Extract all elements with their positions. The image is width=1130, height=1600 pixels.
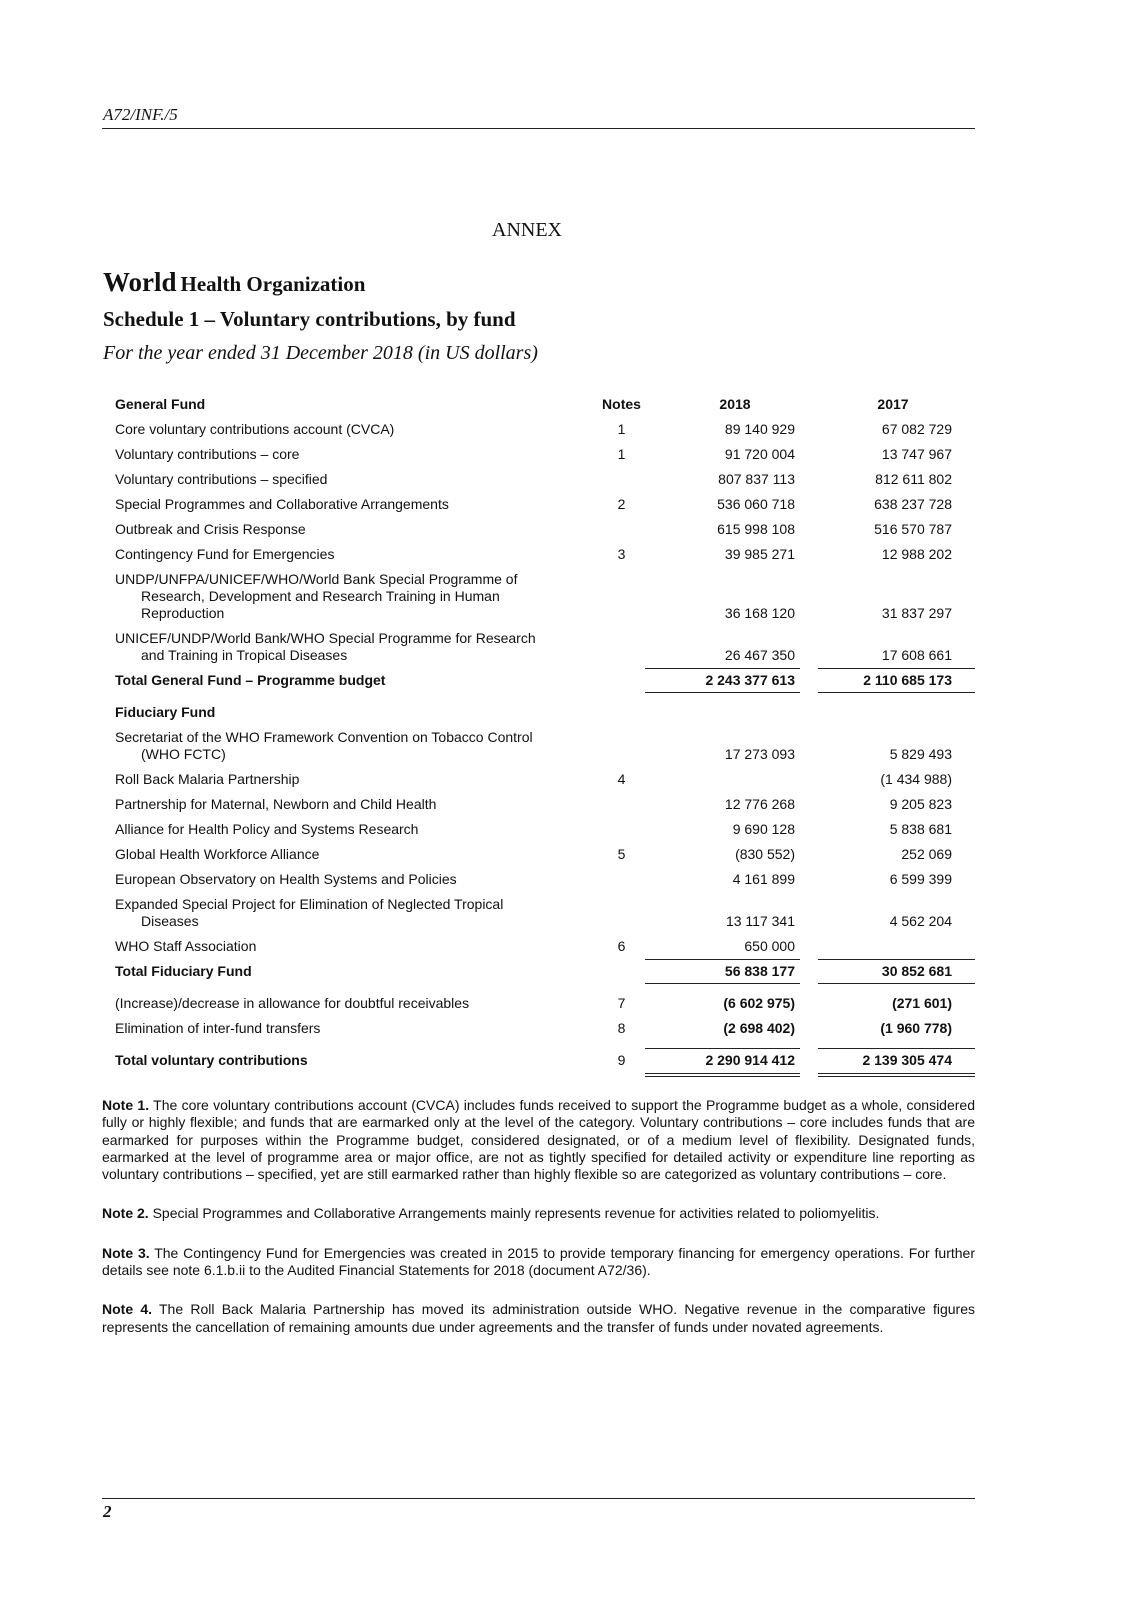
column-spacer [800, 434, 818, 442]
value-2017: 6 599 399 [889, 871, 952, 887]
organization-name-first: World [103, 267, 177, 297]
value-2017: 2 139 305 474 [818, 1048, 975, 1077]
row-label-line: Secretariat of the WHO Framework Convention on Tobacco Control [115, 729, 533, 745]
column-header-notes: Notes [602, 396, 641, 412]
note-ref: 4 [617, 771, 626, 787]
table-row [107, 725, 975, 767]
row-label [107, 567, 598, 626]
column-spacer [800, 534, 818, 542]
note-paragraph [102, 1245, 975, 1280]
value-2017: 252 069 [901, 846, 952, 862]
note-text: Special Programmes and Collaborative Arrangements mainly represents revenue for activities related to poliomyelitis. [152, 1205, 880, 1222]
value-2017: (1 434 988) [880, 771, 952, 787]
value-2017: 812 611 802 [875, 471, 952, 487]
value-2018: 36 168 120 [724, 605, 795, 621]
column-spacer [800, 1008, 818, 1016]
table-row [107, 1016, 975, 1041]
value-2017: 5 829 493 [889, 746, 952, 762]
row-label [107, 842, 598, 867]
row-label-line: Total voluntary contributions [115, 1052, 308, 1068]
value-2018: 13 117 341 [725, 913, 795, 929]
row-label [107, 725, 598, 767]
row-label [107, 867, 598, 892]
note-ref: 1 [617, 421, 626, 437]
column-header-2017: 2017 [877, 396, 909, 412]
value-2018: 56 838 177 [645, 959, 800, 984]
value-2018: 4 161 899 [732, 871, 795, 887]
note-ref [598, 884, 645, 892]
value-2018: 615 998 108 [717, 521, 795, 537]
row-label-line: and Training in Tropical Diseases [141, 647, 348, 663]
table-row [107, 517, 975, 542]
row-label [107, 934, 598, 959]
table-row [107, 542, 975, 567]
note-ref: 7 [617, 995, 626, 1011]
row-label-line: Voluntary contributions – specified [115, 471, 328, 487]
note-ref [598, 660, 645, 668]
note-text: The core voluntary contributions account (CVCA) includes funds received to support the Programme budget as a whole, considered fully or highly flexible; and funds that are earmarked only at the level of the category. Voluntary contributions – core includes funds that are earmarked for purposes within the Programme budget, considered designated, or of a medium level of flexibility. Designated funds, earmarked at the level of programme area or major office, are not as tightly specified for detailed activity or expenditure line reporting as voluntary contributions – specified, yet are still earmarked rather than highly flexible so are categorized as voluntary contributions – core. [102, 1097, 975, 1183]
value-2018: 650 000 [744, 938, 795, 954]
note-ref: 6 [617, 938, 626, 954]
row-label-line: (WHO FCTC) [141, 746, 226, 762]
column-spacer [800, 859, 818, 867]
subtotal-row [107, 668, 975, 693]
page-number: 2 [103, 1502, 112, 1521]
value-2018 [645, 784, 800, 792]
table-row [107, 792, 975, 817]
row-label-line: UNICEF/UNDP/World Bank/WHO Special Programme for Research [115, 630, 536, 646]
value-2017 [818, 717, 975, 725]
schedule-title: Schedule 1 – Voluntary contributions, by fund [103, 307, 516, 331]
column-spacer [800, 509, 818, 517]
contributions-table [107, 392, 975, 1077]
grand-total-row [107, 1048, 975, 1077]
table-row [107, 991, 975, 1016]
note-ref [598, 926, 645, 934]
note-ref [598, 534, 645, 542]
note-ref: 5 [617, 846, 626, 862]
row-label-line: (Increase)/decrease in allowance for doubtful receivables [115, 995, 470, 1011]
note-ref: 3 [617, 546, 626, 562]
row-label [107, 700, 598, 725]
table-row [107, 417, 975, 442]
header-rule [102, 128, 975, 129]
row-label-line: Total General Fund – Programme budget [115, 672, 386, 688]
schedule-subtitle: For the year ended 31 December 2018 (in US dollars) [103, 342, 538, 364]
value-2018 [645, 717, 800, 725]
column-header-2018: 2018 [719, 396, 751, 412]
note-text: The Contingency Fund for Emergencies was created in 2015 to provide temporary financing for emergency operations. For further details see note 6.1.b.ii to the Audited Financial Statements for 2018 (document A72/36). [102, 1244, 975, 1279]
note-ref [598, 809, 645, 817]
row-label-line: WHO Staff Association [115, 938, 257, 954]
note-ref [598, 976, 645, 984]
column-spacer [800, 660, 818, 668]
note-ref [598, 717, 645, 725]
table-header-row [107, 392, 975, 417]
value-2018: 26 467 350 [724, 647, 795, 663]
value-2018: 9 690 128 [732, 821, 795, 837]
table-row [107, 817, 975, 842]
table-row [107, 492, 975, 517]
value-2018: (830 552) [735, 846, 795, 862]
column-spacer [800, 459, 818, 467]
row-label-line: Voluntary contributions – core [115, 446, 300, 462]
row-label [107, 417, 598, 442]
note-ref: 9 [617, 1052, 626, 1068]
value-2018: 91 720 004 [724, 446, 795, 462]
note-ref: 8 [617, 1020, 626, 1036]
row-label-line: Contingency Fund for Emergencies [115, 546, 335, 562]
note-paragraph [102, 1097, 975, 1183]
value-2017: 4 562 204 [889, 913, 952, 929]
row-label [107, 492, 598, 517]
row-label-line: Roll Back Malaria Partnership [115, 771, 300, 787]
section-heading-row [107, 700, 975, 725]
value-2017: 9 205 823 [889, 796, 952, 812]
column-spacer [800, 1033, 818, 1041]
row-label-line: Core voluntary contributions account (CVCA) [115, 421, 395, 437]
value-2018: 17 273 093 [724, 746, 795, 762]
value-2018: 89 140 929 [724, 421, 795, 437]
column-spacer [800, 717, 818, 725]
table-row [107, 867, 975, 892]
value-2018: 2 290 914 412 [645, 1048, 800, 1077]
row-label [107, 991, 598, 1016]
row-label [107, 1048, 598, 1073]
note-ref [598, 484, 645, 492]
value-2017: 516 570 787 [874, 521, 952, 537]
column-spacer [800, 1048, 818, 1056]
document-reference: A72/INF./5 [103, 105, 178, 124]
value-2018: (6 602 975) [723, 995, 795, 1011]
value-2018: 39 985 271 [724, 546, 795, 562]
row-label-line: Diseases [141, 913, 199, 929]
table-row [107, 467, 975, 492]
table-row [107, 626, 975, 668]
row-label-line: Expanded Special Project for Elimination of Neglected Tropical [115, 896, 504, 912]
row-label-line: Special Programmes and Collaborative Arrangements [115, 496, 449, 512]
row-label-line: European Observatory on Health Systems and Policies [115, 871, 457, 887]
note-ref: 2 [617, 496, 626, 512]
row-label [107, 792, 598, 817]
column-spacer [800, 951, 818, 959]
note-paragraph [102, 1301, 975, 1336]
row-label-line: Research, Development and Research Training in Human [141, 588, 500, 604]
note-paragraph [102, 1205, 975, 1222]
value-2017 [818, 951, 975, 959]
column-spacer [800, 559, 818, 567]
notes-section [102, 1097, 975, 1336]
row-label-line: Alliance for Health Policy and Systems Research [115, 821, 419, 837]
row-label [107, 767, 598, 792]
column-header-fund: General Fund [115, 396, 206, 412]
value-2017: (1 960 778) [880, 1020, 952, 1036]
row-label [107, 817, 598, 842]
row-label-line: UNDP/UNFPA/UNICEF/WHO/World Bank Special Programme of [115, 571, 518, 587]
row-label [107, 892, 598, 934]
note-ref: 1 [617, 446, 626, 462]
value-2017: 5 838 681 [889, 821, 952, 837]
table-row [107, 934, 975, 959]
row-label-line: Fiduciary Fund [115, 704, 216, 720]
note-label: Note 4. [102, 1301, 153, 1318]
row-label [107, 626, 598, 668]
value-2017: 17 608 661 [881, 647, 952, 663]
row-label-line: Outbreak and Crisis Response [115, 521, 306, 537]
annex-heading: ANNEX [492, 219, 562, 241]
column-spacer [800, 759, 818, 767]
organization-name-rest: Health Organization [180, 272, 366, 296]
row-label [107, 442, 598, 467]
value-2017: 12 988 202 [881, 546, 952, 562]
column-spacer [800, 685, 818, 693]
column-spacer [800, 884, 818, 892]
table-row [107, 842, 975, 867]
value-2017: 13 747 967 [881, 446, 952, 462]
row-label-line: Global Health Workforce Alliance [115, 846, 320, 862]
table-row [107, 567, 975, 626]
column-spacer [800, 484, 818, 492]
row-label-line: Elimination of inter-fund transfers [115, 1020, 321, 1036]
value-2018: 2 243 377 613 [645, 668, 800, 693]
table-row [107, 892, 975, 934]
note-ref [598, 759, 645, 767]
note-label: Note 2. [102, 1205, 149, 1222]
footer-rule [102, 1498, 975, 1499]
value-2018: (2 698 402) [723, 1020, 795, 1036]
value-2018: 807 837 113 [718, 471, 795, 487]
table-row [107, 442, 975, 467]
column-spacer [800, 618, 818, 626]
note-ref [598, 618, 645, 626]
row-label [107, 668, 598, 693]
note-label: Note 1. [102, 1097, 150, 1113]
value-2018: 536 060 718 [717, 496, 795, 512]
row-label-line: Partnership for Maternal, Newborn and Child Health [115, 796, 437, 812]
row-label [107, 542, 598, 567]
row-label [107, 959, 598, 984]
note-ref [598, 685, 645, 693]
value-2017: 31 837 297 [881, 605, 952, 621]
value-2017: 2 110 685 173 [818, 668, 975, 693]
note-ref [598, 834, 645, 842]
value-2017: (271 601) [892, 995, 952, 1011]
row-label-line: Total Fiduciary Fund [115, 963, 252, 979]
value-2017: 638 237 728 [874, 496, 952, 512]
organization-name [103, 266, 365, 303]
row-label [107, 467, 598, 492]
column-spacer [800, 834, 818, 842]
row-label [107, 1016, 598, 1041]
note-label: Note 3. [102, 1244, 150, 1261]
note-text: The Roll Back Malaria Partnership has moved its administration outside WHO. Negative revenue in the comparative figures represents the cancellation of remaining amounts due under agreements and the transfer of funds under novated agreements. [102, 1301, 975, 1335]
column-spacer [800, 976, 818, 984]
value-2017: 30 852 681 [818, 959, 975, 984]
subtotal-row [107, 959, 975, 984]
row-label [107, 517, 598, 542]
column-spacer [800, 926, 818, 934]
column-spacer [800, 809, 818, 817]
table-row [107, 767, 975, 792]
row-label-line: Reproduction [141, 605, 225, 621]
column-spacer [800, 784, 818, 792]
value-2017: 67 082 729 [881, 421, 952, 437]
value-2018: 12 776 268 [724, 796, 795, 812]
